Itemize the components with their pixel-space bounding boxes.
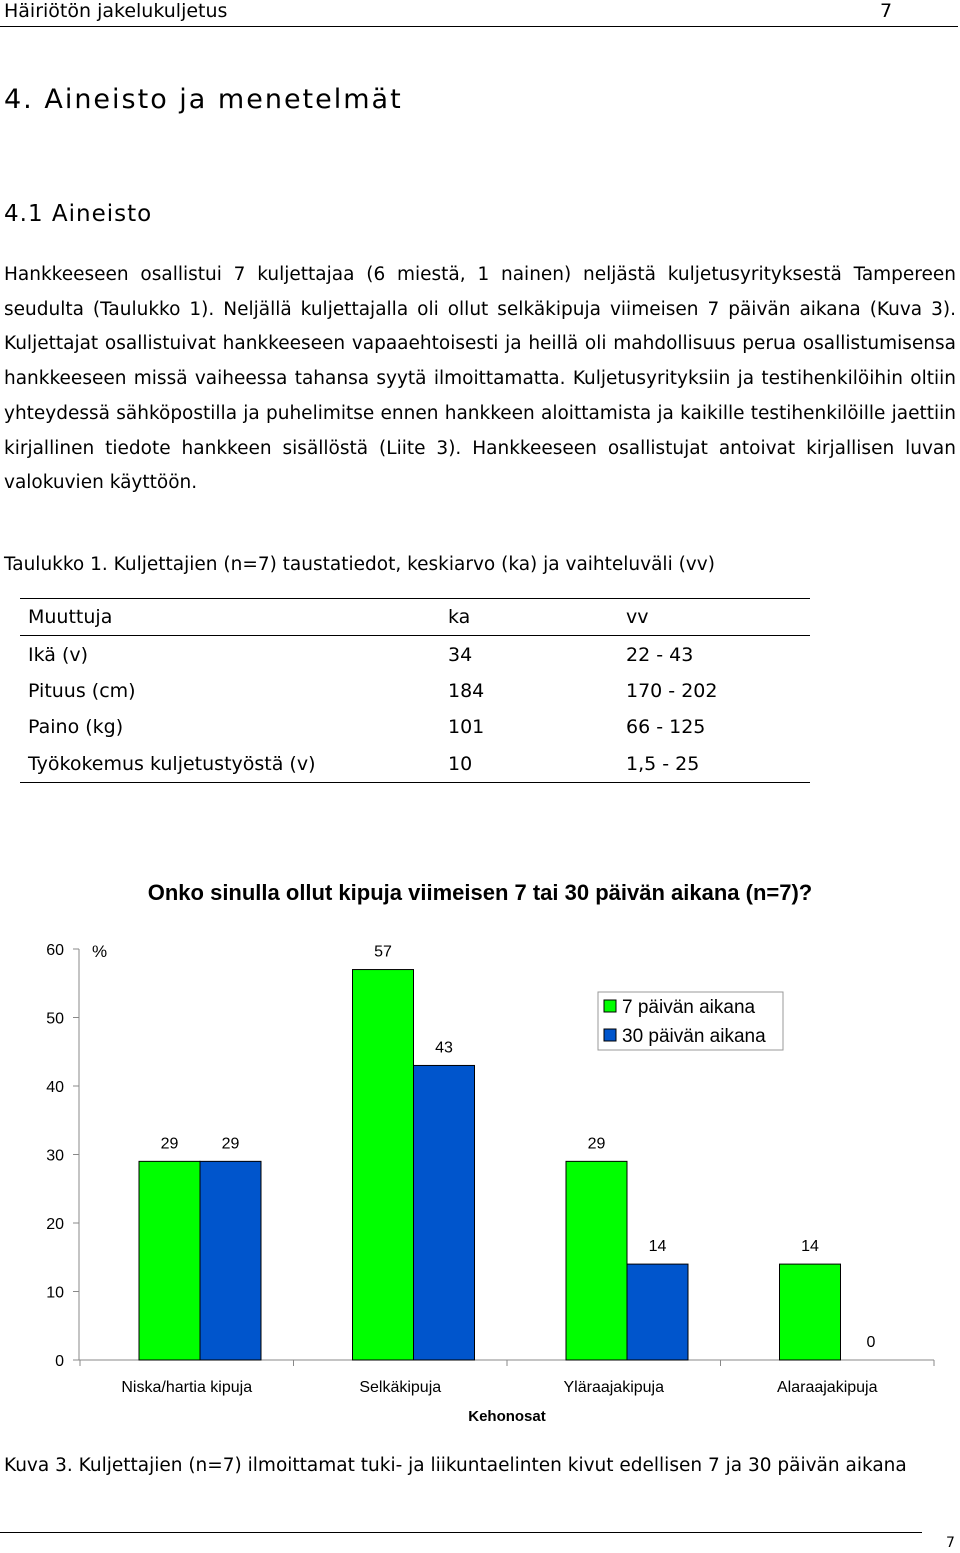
bar-seven-day (139, 1161, 200, 1360)
bar-value-label: 0 (866, 1334, 876, 1351)
table-cell: Pituus (cm) (28, 679, 136, 702)
y-tick-label: 10 (46, 1284, 64, 1302)
body-paragraph: Hankkeeseen osallistui 7 kuljettajaa (6 miestä, 1 nainen) neljästä kuljetusyrityksestä Tampereen seudulta (Taulukko 1). Neljällä kuljettajalla oli ollut selkäkipuja viimeisen 7 päivän aikana (Kuva 3). Kuljettajat osallistuivat hankkeeseen vapaaehtoisesti ja heillä oli mahdollisuus perua osallistumisensa hankkeeseen missä vaiheessa tahansa syytä ilmoittamatta. Kuljetusyrityksiin ja testihenkilöihin oltiin yhteydessä sähköpostilla ja puhelimitse ennen hankkeen aloittamista ja kaikille testihenkilöille jaettiin kirjallinen tiedote hankkeen sisällöstä (Liite 3). Hankkeeseen osallistujat antoivat kirjallisen luvan valokuvien käyttöön. (4, 264, 956, 494)
table-row (20, 673, 810, 709)
y-axis-label: % (92, 942, 108, 961)
footer-page-number: 7 (946, 1535, 955, 1551)
table-header-row (20, 599, 810, 636)
table-cell: 184 (448, 679, 485, 702)
table-header-cell: ka (448, 599, 626, 636)
table-row (20, 746, 810, 783)
table-row (20, 709, 810, 745)
y-tick-label: 60 (46, 942, 64, 959)
x-category-label: Yläraajakipuja (563, 1379, 665, 1396)
legend-label: 7 päivän aikana (622, 997, 756, 1018)
bar-thirty-day (200, 1161, 261, 1360)
legend-label: 30 päivän aikana (622, 1026, 766, 1047)
chart-title: Onko sinulla ollut kipuja viimeisen 7 tai 30 päivän aikana (n=7)? (147, 880, 813, 905)
bar-value-label: 29 (221, 1135, 240, 1153)
bar-value-label: 29 (587, 1135, 606, 1153)
bar-value-label: 57 (374, 943, 392, 961)
y-tick-label: 0 (55, 1353, 64, 1370)
running-header-title: Häiriötön jakelukuljetus (4, 0, 228, 22)
table-header-cell: vv (626, 599, 810, 636)
x-category-label: Selkäkipuja (359, 1379, 442, 1396)
running-header-page-number: 7 (880, 0, 893, 22)
bar-seven-day (353, 970, 414, 1360)
table-cell: 170 - 202 (626, 679, 718, 702)
figure-caption: Kuva 3. Kuljettajien (n=7) ilmoittamat tuki- ja liikuntaelinten kivut edellisen 7 ja 30 päivän aikana (4, 1455, 907, 1476)
pain-bar-chart (0, 870, 960, 1460)
x-category-label: Alaraajakipuja (776, 1379, 878, 1396)
table-caption: Taulukko 1. Kuljettajien (n=7) taustatiedot, keskiarvo (ka) ja vaihteluväli (vv) (4, 554, 715, 575)
table-cell: 101 (448, 716, 485, 739)
section-heading: 4. Aineisto ja menetelmät (4, 84, 403, 115)
table-cell: Työkokemus kuljetustyöstä (v) (20, 746, 448, 783)
bar-value-label: 14 (648, 1238, 667, 1256)
table-row (20, 636, 810, 673)
x-category-label: Niska/hartia kipuja (121, 1379, 253, 1396)
header-rule (0, 26, 958, 27)
x-axis-label: Kehonosat (468, 1408, 546, 1425)
bar-thirty-day (414, 1065, 475, 1360)
y-tick-label: 40 (46, 1079, 64, 1096)
table-cell: 22 - 43 (626, 643, 694, 666)
bar-thirty-day (627, 1264, 688, 1360)
bar-value-label: 29 (160, 1135, 179, 1153)
table-cell: Ikä (v) (28, 643, 89, 666)
footer-rule (0, 1532, 922, 1533)
legend-swatch (604, 1029, 616, 1041)
table-cell: 34 (448, 643, 473, 666)
y-tick-label: 30 (46, 1147, 64, 1165)
bar-seven-day (780, 1264, 841, 1360)
table-cell: 66 - 125 (626, 716, 706, 739)
y-tick-label: 20 (46, 1216, 64, 1233)
legend-swatch (604, 1000, 616, 1012)
table-cell: 10 (448, 746, 626, 783)
bar-value-label: 14 (801, 1238, 819, 1256)
bar-value-label: 43 (435, 1039, 453, 1057)
subsection-heading: 4.1 Aineisto (4, 201, 153, 227)
table-cell: Paino (kg) (28, 716, 124, 739)
y-tick-label: 50 (46, 1010, 64, 1028)
table-cell: 1,5 - 25 (626, 746, 810, 783)
table-header-cell: Muuttuja (20, 599, 448, 636)
bar-seven-day (566, 1161, 627, 1360)
background-table (20, 598, 810, 783)
